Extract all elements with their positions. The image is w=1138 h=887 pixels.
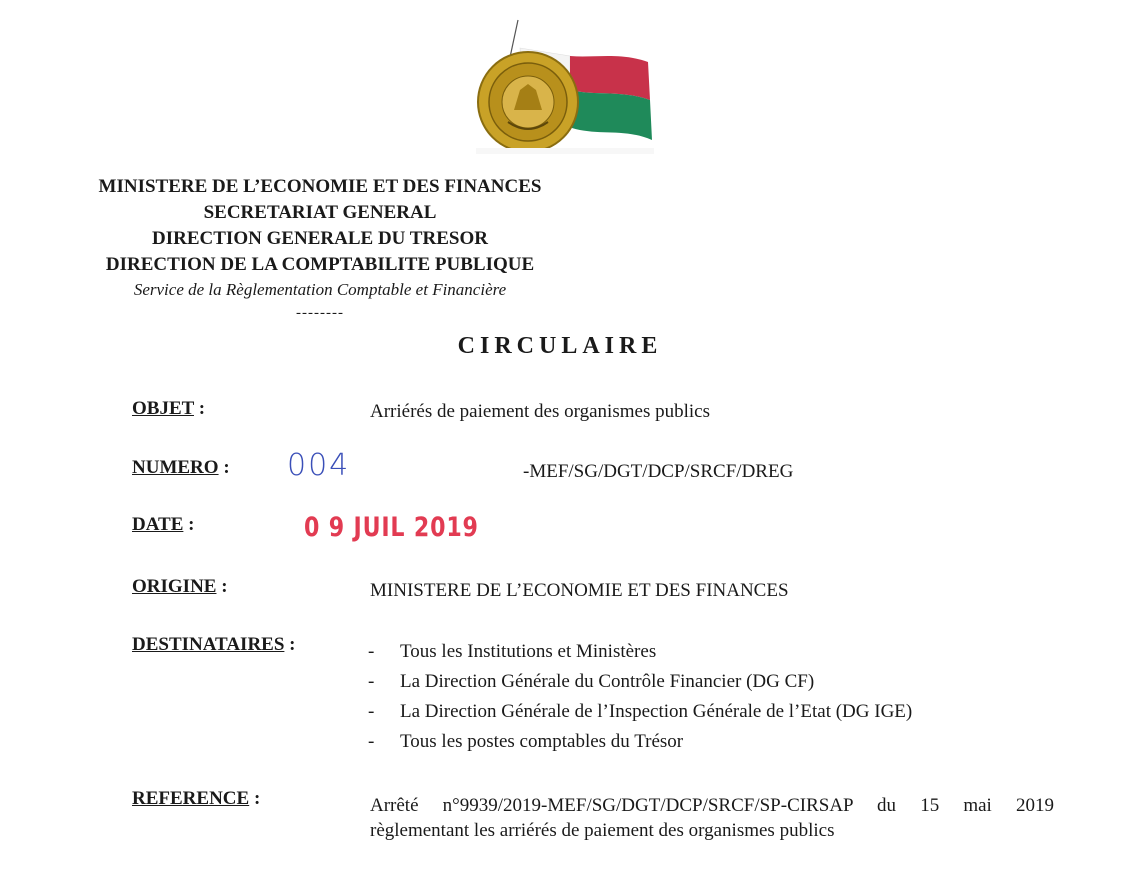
service-line: Service de la Règlementation Comptable et Financière	[133, 280, 507, 299]
reference-value: Arrêté n°9939/2019-MEF/SG/DGT/DCP/SRCF/SP-CIRSAP du 15 mai 2019 règlementant les arriérés de paiement des organismes publics	[370, 795, 1054, 841]
reference-label	[132, 788, 260, 810]
list-item: - La Direction Générale du Contrôle Financier (DG CF)	[368, 671, 815, 692]
list-item: - Tous les Institutions et Ministères	[368, 641, 657, 662]
numero-label-sep: :	[218, 457, 230, 478]
issuer-header	[40, 174, 600, 322]
reference-label-text: REFERENCE	[132, 788, 250, 809]
destinataires-list	[368, 637, 912, 757]
list-item: - La Direction Générale de l’Inspection Générale de l’Etat (DG IGE)	[368, 701, 913, 722]
madagascar-emblem	[470, 18, 660, 166]
destinataires-label	[132, 634, 295, 656]
secretariat-line: SECRETARIAT GENERAL	[203, 202, 437, 223]
reference-label-sep: :	[249, 788, 261, 809]
objet-label-text: OBJET	[132, 398, 194, 419]
objet-label	[132, 398, 205, 420]
date-label	[132, 514, 194, 536]
numero-value: -MEF/SG/DGT/DCP/SRCF/DREG	[523, 461, 794, 482]
ministry-line: MINISTERE DE L’ECONOMIE ET DES FINANCES	[98, 176, 542, 197]
destinataire-text: Tous les Institutions et Ministères	[400, 641, 657, 662]
document-title: CIRCULAIRE	[457, 333, 663, 359]
destinataire-text: La Direction Générale du Contrôle Financier (DG CF)	[400, 671, 815, 692]
numero-label	[132, 457, 230, 479]
destinataires-label-sep: :	[284, 634, 296, 655]
destinataire-text: Tous les postes comptables du Trésor	[400, 731, 684, 752]
origine-label	[132, 576, 228, 598]
handwritten-number: 004	[287, 448, 351, 483]
objet-label-sep: :	[193, 398, 206, 419]
origine-value: MINISTERE DE L’ECONOMIE ET DES FINANCES	[370, 580, 789, 601]
origine-label-text: ORIGINE	[132, 576, 217, 597]
date-label-text: DATE	[132, 514, 184, 535]
objet-value: Arriérés de paiement des organismes publics	[370, 401, 710, 422]
header-rule: --------	[296, 305, 344, 321]
destinataire-text: La Direction Générale de l’Inspection Générale de l’Etat (DG IGE)	[400, 701, 913, 722]
date-stamp: 0 9 JUIL 2019	[304, 512, 479, 543]
numero-label-text: NUMERO	[132, 457, 219, 478]
list-item: - Tous les postes comptables du Trésor	[368, 731, 684, 752]
destinataires-label-text: DESTINATAIRES	[132, 634, 285, 655]
direction-line: DIRECTION DE LA COMPTABILITE PUBLIQUE	[105, 254, 535, 275]
date-label-sep: :	[183, 514, 195, 535]
origine-label-sep: :	[216, 576, 228, 597]
direction-generale-line: DIRECTION GENERALE DU TRESOR	[152, 228, 488, 249]
seal-and-flag-icon	[470, 18, 660, 166]
